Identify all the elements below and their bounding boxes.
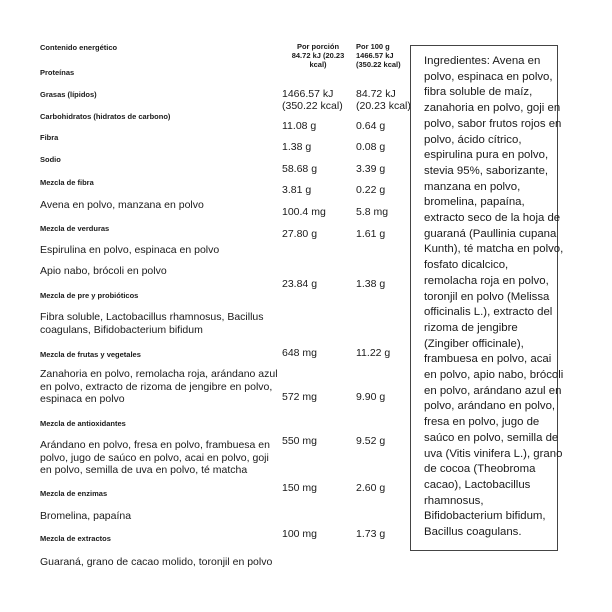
extract-blend-text: Guaraná, grano de cacao molido, toronjil en polvo (40, 556, 273, 568)
fruit-blend-per100-2: 9.90 g (356, 391, 386, 403)
enzyme-blend-label: Mezcla de enzimas (40, 489, 108, 498)
nutrient-per100-value: 3.39 g (356, 163, 386, 175)
enzyme-blend-text: Bromelina, papaína (40, 510, 132, 522)
fruit-blend-portion-2: 572 mg (282, 391, 318, 403)
nutrient-per100-value: 84.72 kJ (20.23 kcal) (356, 88, 411, 112)
per-100g-header: Por 100 g 1466.57 kJ (350.22 kcal) (356, 42, 401, 69)
nutrient-label: Carbohidratos (hidratos de carbono) (40, 112, 171, 121)
nutrient-label: Proteínas (40, 68, 75, 77)
antioxidant-blend-per100: 9.52 g (356, 435, 386, 447)
fruit-blend-per100: 11.22 g (356, 347, 391, 359)
energy-content-label: Contenido energético (40, 43, 118, 52)
extract-blend-label: Mezcla de extractos (40, 534, 111, 543)
antioxidant-blend-label: Mezcla de antioxidantes (40, 419, 126, 428)
nutrient-label: Mezcla de fibra (40, 178, 94, 187)
fruit-blend-portion: 648 mg (282, 347, 318, 359)
nutrient-portion-value: 11.08 g (282, 120, 317, 132)
probiotics-blend-per100: 1.38 g (356, 278, 386, 290)
nutrient-label: Sodio (40, 155, 61, 164)
fiber-blend-per100: 5.8 mg (356, 206, 389, 218)
extract-blend-per100: 1.73 g (356, 528, 386, 540)
veg-blend-text: Espirulina en polvo, espinaca en polvo (40, 244, 220, 256)
antioxidant-blend-text: Arándano en polvo, fresa en polvo, frambuesa en polvo, jugo de saúco en polvo, acai en polvo, goji en polvo, semilla de uva en polvo, té matcha (40, 439, 270, 476)
enzyme-blend-portion: 150 mg (282, 482, 318, 494)
nutrient-portion-value: 58.68 g (282, 163, 318, 175)
veg-blend-text-2: Apio nabo, brócoli en polvo (40, 265, 167, 277)
probiotics-blend-label: Mezcla de pre y probióticos (40, 291, 139, 300)
enzyme-blend-per100: 2.60 g (356, 482, 386, 494)
veg-blend-label: Mezcla de verduras (40, 224, 110, 233)
extract-blend-portion: 100 mg (282, 528, 318, 540)
antioxidant-blend-portion: 550 mg (282, 435, 318, 447)
ingredients-text: Ingredientes: Avena en polvo, espinaca en polvo, fibra soluble de maíz, zanahoria en polvo, goji en polvo, sabor frutos rojos en polvo, ácido cítrico, espirulina pura en polvo, stevia 95%, saborizante, manzana en polvo, bromelina, papaína, extracto seco de la hoja de guaraná (Paullinia cupana Kunth), té matcha en polvo, fosfato dicalcico, remolacha roja en polvo, toronjil en polvo (Melissa officinalis L.), extracto del rizoma de jengibre (Zingiber officinale), frambuesa en polvo, acai en polvo, apio nabo, brócoli en polvo, arándano azul en polvo, arándano en polvo, fresa en polvo, jugo de saúco en polvo, semilla de uva (Vitis vinifera L.), grano de cocoa (Theobroma cacao), Lactobacillus rhamnosus, Bifidobacterium bifidum, Bacillus coagulans. (424, 55, 564, 539)
fruit-blend-text: Zanahoria en polvo, remolacha roja, arándano azul en polvo, extracto de rizoma de jengibre en polvo, espinaca en polvo (40, 368, 278, 405)
nutrient-per100-value: 0.08 g (356, 141, 386, 153)
nutrient-portion-value: 3.81 g (282, 184, 312, 196)
probiotics-blend-portion: 23.84 g (282, 278, 318, 290)
nutrient-per100-value: 0.22 g (356, 184, 386, 196)
nutrient-per100-value: 0.64 g (356, 120, 386, 132)
fiber-blend-text: Avena en polvo, manzana en polvo (40, 199, 204, 211)
per-portion-header: Por porción 84.72 kJ (20.23 kcal) (291, 42, 345, 69)
nutrient-label: Grasas (lípidos) (40, 90, 97, 99)
fruit-blend-label: Mezcla de frutas y vegetales (40, 350, 141, 359)
nutrient-label: Fibra (40, 133, 59, 142)
probiotics-blend-text: Fibra soluble, Lactobacillus rhamnosus, Bacillus coagulans, Bifidobacterium bifidum (40, 311, 264, 336)
fiber-blend-portion: 100.4 mg (282, 206, 326, 218)
nutrient-portion-value: 1.38 g (282, 141, 312, 153)
veg-blend-portion: 27.80 g (282, 228, 318, 240)
nutrient-portion-value: 1466.57 kJ (350.22 kcal) (282, 88, 343, 112)
veg-blend-per100: 1.61 g (356, 228, 386, 240)
